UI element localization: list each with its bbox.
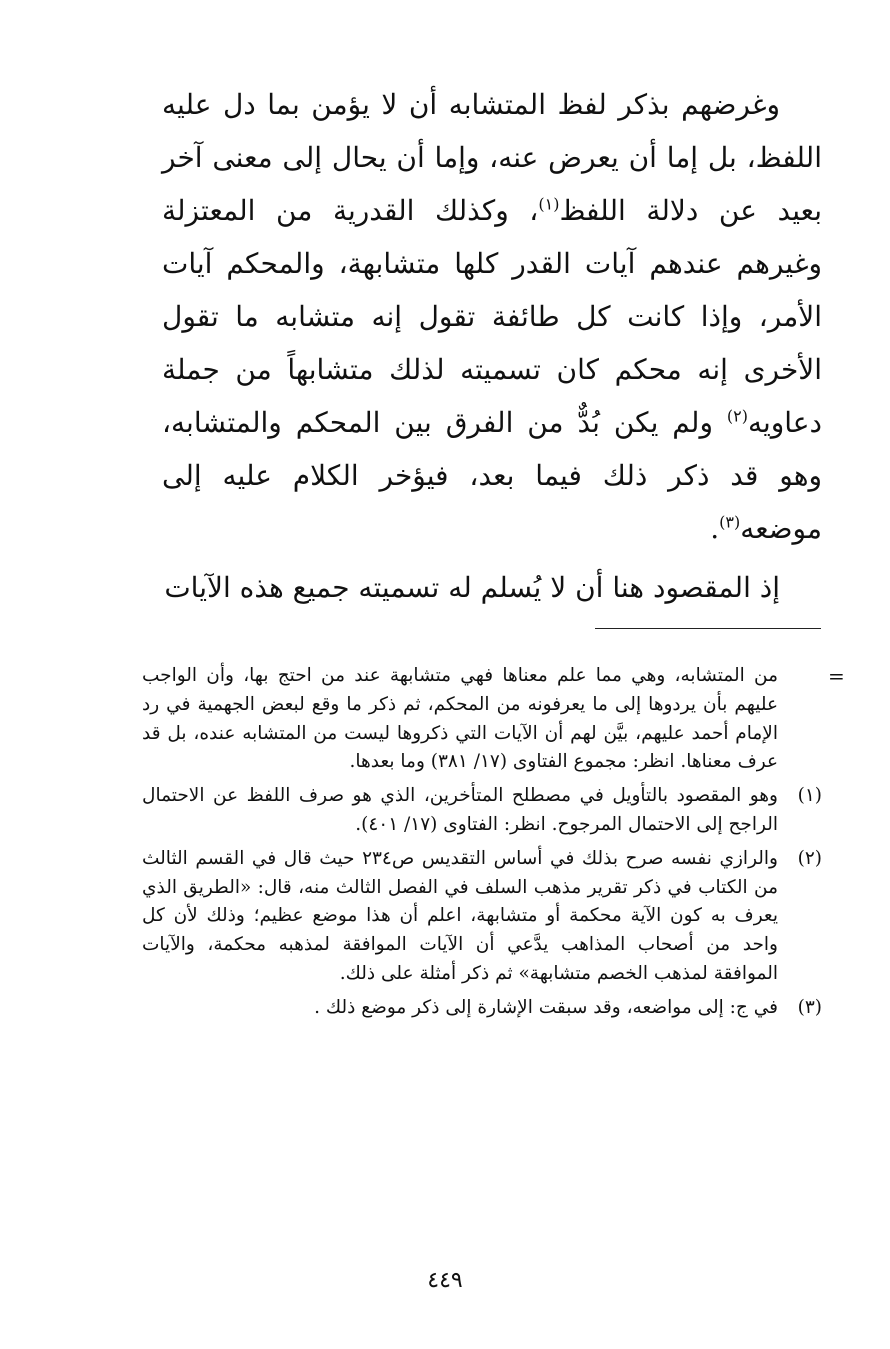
paragraph-text: . [710, 512, 720, 545]
footnote-text: والرازي نفسه صرح بذلك في أساس التقديس ص٢٣٤ حيث قال في القسم الثالث من الكتاب في ذكر تقرير مذهب السلف في الفصل الثالث منه، قال: «الطريق الذي يعرف به كون الآية محكمة أو متشابهة، اعلم أن هذا موضع عظيم؛ وذلك لأن كل واحد من أصحاب المذاهب يدَّعي أن الآيات الموافقة لمذهبه محكمة، والآيات الموافقة لمذهب الخصم متشابهة» ثم ذكر أمثلة على ذلك. [142, 847, 778, 984]
main-paragraph-1 [162, 78, 822, 555]
footnote-ref-1[interactable]: (١) [538, 194, 560, 214]
footnote-ref-2[interactable]: (٢) [726, 406, 748, 426]
footnote-text: وهو المقصود بالتأويل في مصطلح المتأخرين، الذي هو صرف اللفظ عن الاحتمال الراجح إلى الاحتمال المرجوح. انظر: الفتاوى (١٧/ ٤٠١). [142, 785, 778, 835]
footnote-2 [142, 845, 822, 989]
footnote-1 [142, 782, 822, 840]
paragraph-text: ، وكذلك القدرية من المعتزلة وغيرهم عندهم آيات القدر كلها متشابهة، والمحكم آيات الأمر، وإذا كانت كل طائفة تقول إنه متشابه ما تقول الأخرى إنه محكم كان تسميته لذلك متشابهاً من جملة دعاويه [162, 194, 822, 439]
footnote-3 [142, 994, 822, 1023]
main-paragraph-2: إذ المقصود هنا أن لا يُسلم له تسميته جميع هذه الآيات [164, 571, 780, 604]
paragraph-text: ولم يكن بُدٌّ من الفرق بين المحكم والمتشابه، وهو قد ذكر ذلك فيما بعد، فيؤخر الكلام عليه إلى موضعه [162, 406, 822, 545]
footnote-continuation [142, 662, 822, 777]
footnote-text: في ج: إلى مواضعه، وقد سبقت الإشارة إلى ذكر موضع ذلك . [314, 996, 778, 1018]
footnote-number [778, 662, 822, 777]
page-number: ٤٤٩ [427, 1268, 463, 1293]
paragraph-text: وغرضهم بذكر لفظ المتشابه أن لا يؤمن بما دل عليه اللفظ، بل إما أن يعرض عنه، وإما أن يحال إلى معنى آخر بعيد عن دلالة اللفظ [162, 88, 822, 227]
continuation-mark: = [828, 664, 845, 688]
footnote-number: (١) [797, 785, 822, 807]
footnote-number: (٣) [797, 996, 822, 1018]
footnote-text: من المتشابه، وهي مما علم معناها فهي متشابهة عند من احتج بها، وأن الواجب عليهم بأن يردوها إلى ما يعرفونه من المحكم، ثم ذكر ما وقع لبعض الجهمية في رد الإمام أحمد عليهم، بيَّن لهم أن الآيات التي ذكروها ليست من المتشابه عنده، بل قد عرف معناها. انظر: مجموع الفتاوى (١٧/ ٣٨١) وما بعدها. [142, 665, 778, 773]
footnotes [142, 662, 822, 1028]
footnote-ref-3[interactable]: (٣) [719, 512, 741, 532]
footnote-number: (٢) [797, 847, 822, 869]
main-text [162, 78, 822, 614]
footnote-separator [595, 628, 821, 629]
